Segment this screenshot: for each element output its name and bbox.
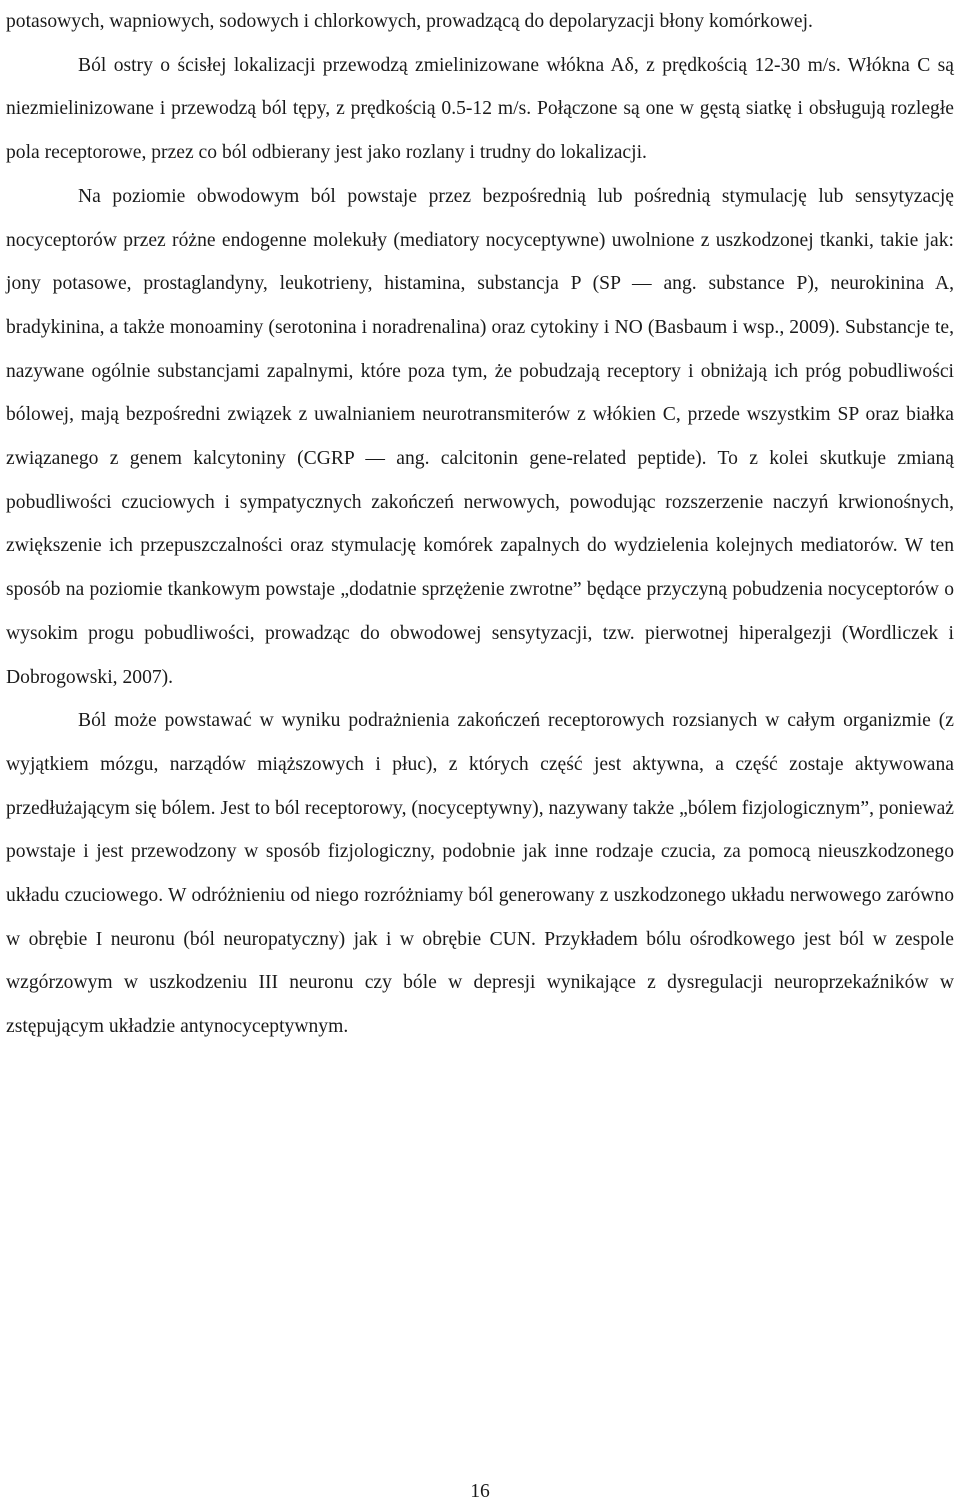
- paragraph-continuation: potasowych, wapniowych, sodowych i chlorkowych, prowadzącą do depolaryzacji błony komórkowej.: [6, 11, 813, 32]
- paragraph-receptor-pain: Ból może powstawać w wyniku podrażnienia zakończeń receptorowych rozsianych w całym organizmie (z wyjątkiem mózgu, narządów miąższowych i płuc), z których część jest aktywna, a część zostaje aktywowana przedłużającym się bólem. Jest to ból receptorowy, (nocyceptywny), nazywany także „bólem fizjologicznym”, ponieważ powstaje i jest przewodzony w sposób fizjologiczny, podobnie jak inne rodzaje czucia, za pomocą nieuszkodzonego układu czuciowego. W odróżnieniu od niego rozróżniamy ból generowany z uszkodzonego układu nerwowego zarówno w obrębie I neuronu (ból neuropatyczny) jak i w obrębie CUN. Przykładem bólu ośrodkowego jest ból w zespole wzgórzowym w uszkodzeniu III neuronu czy bóle w depresji wynikające z dysregulacji neuroprzekaźników w zstępującym układzie antynocyceptywnym.: [6, 710, 954, 1038]
- document-body: [6, 0, 954, 1049]
- paragraph-pain-fibers: Ból ostry o ścisłej lokalizacji przewodzą zmielinizowane włókna Aδ, z prędkością 12-30 m/s. Włókna C są niezmielinizowane i przewodzą ból tępy, z prędkością 0.5-12 m/s. Połączone są one w gęstą siatkę i obsługują rozległe pola receptorowe, przez co ból odbierany jest jako rozlany i trudny do lokalizacji.: [6, 54, 954, 164]
- paragraph-peripheral-pain: Na poziomie obwodowym ból powstaje przez bezpośrednią lub pośrednią stymulację lub sensytyzację nocyceptorów przez różne endogenne molekuły (mediatory nocyceptywne) uwolnione z uszkodzonej tkanki, takie jak: jony potasowe, prostaglandyny, leukotrieny, histamina, substancja P (SP — ang. substance P), neurokinina A, bradykinina, a także monoaminy (serotonina i noradrenalina) oraz cytokiny i NO (Basbaum i wsp., 2009). Substancje te, nazywane ogólnie substancjami zapalnymi, które poza tym, że pobudzają receptory i obniżają ich próg pobudliwości bólowej, mają bezpośredni związek z uwalnianiem neurotransmiterów z włókien C, przede wszystkim SP oraz białka związanego z genem kalcytoniny (CGRP — ang. calcitonin gene-related peptide). To z kolei skutkuje zmianą pobudliwości czuciowych i sympatycznych zakończeń nerwowych, powodując rozszerzenie naczyń krwionośnych, zwiększenie ich przepuszczalności oraz stymulację komórek zapalnych do wydzielenia kolejnych mediatorów. W ten sposób na poziomie tkankowym powstaje „dodatnie sprzężenie zwrotne” będące przyczyną pobudzenia nocyceptorów o wysokim progu pobudliwości, prowadząc do obwodowej sensytyzacji, tzw. pierwotnej hiperalgezji (Wordliczek i Dobrogowski, 2007).: [6, 185, 954, 688]
- page-number: 16: [470, 1481, 490, 1502]
